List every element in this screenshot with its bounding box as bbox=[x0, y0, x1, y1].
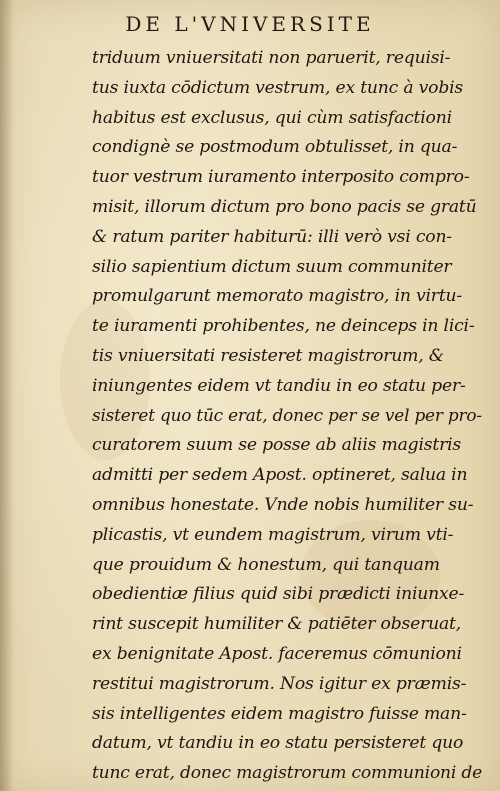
text-line: datum, vt tandiu in eo statu persisteret quo bbox=[92, 733, 464, 754]
text-line: obedientiæ filius quid sibi prædicti iniunxe- bbox=[92, 584, 465, 605]
text-line: tis vniuersitati resisteret magistrorum, & bbox=[92, 345, 444, 366]
text-line: habitus est exclusus, qui cùm satisfactioni bbox=[92, 107, 452, 128]
text-line: misit, illorum dictum pro bono pacis se gratū bbox=[92, 196, 477, 217]
text-line: que prouidum & honestum, qui tanquam bbox=[92, 554, 440, 575]
text-line: iniungentes eidem vt tandiu in eo statu per- bbox=[92, 375, 466, 396]
text-line: restitui magistrorum. Nos igitur ex præmis- bbox=[92, 673, 467, 694]
text-line: sis intelligentes eidem magistro fuisse man- bbox=[92, 703, 467, 724]
text-line: triduum vniuersitati non paruerit, requisi- bbox=[92, 48, 451, 68]
text-line: tus iuxta cōdictum vestrum, ex tunc à vobis bbox=[92, 77, 464, 98]
text-line: te iuramenti prohibentes, ne deinceps in lici- bbox=[92, 316, 475, 337]
text-line: rint suscepit humiliter & patiēter obseruat, bbox=[92, 614, 462, 635]
text-line: ex benignitate Apost. faceremus cōmunioni bbox=[92, 643, 462, 664]
text-line: promulgarunt memorato magistro, in virtu- bbox=[92, 286, 463, 307]
gutter-shadow bbox=[0, 0, 14, 791]
body-text bbox=[92, 44, 482, 789]
text-line: condignè se postmodum obtulisset, in qua- bbox=[92, 137, 458, 158]
text-line: tuor vestrum iuramento interposito compro- bbox=[92, 167, 470, 188]
running-head: DE L'VNIVERSITE bbox=[125, 12, 375, 36]
text-line: admitti per sedem Apost. optineret, salua in bbox=[92, 465, 468, 486]
text-line: tunc erat, donec magistrorum communioni de bbox=[92, 763, 483, 784]
text-line: sisteret quo tūc erat, donec per se vel per pro- bbox=[92, 405, 482, 426]
text-line: curatorem suum se posse ab aliis magistris bbox=[92, 435, 462, 456]
text-line: & ratum pariter habiturū: illi verò vsi con- bbox=[92, 226, 452, 247]
text-line: silio sapientium dictum suum communiter bbox=[92, 256, 452, 277]
text-line: plicastis, vt eundem magistrum, virum vti- bbox=[92, 524, 454, 545]
text-line: omnibus honestate. Vnde nobis humiliter su- bbox=[92, 494, 474, 515]
